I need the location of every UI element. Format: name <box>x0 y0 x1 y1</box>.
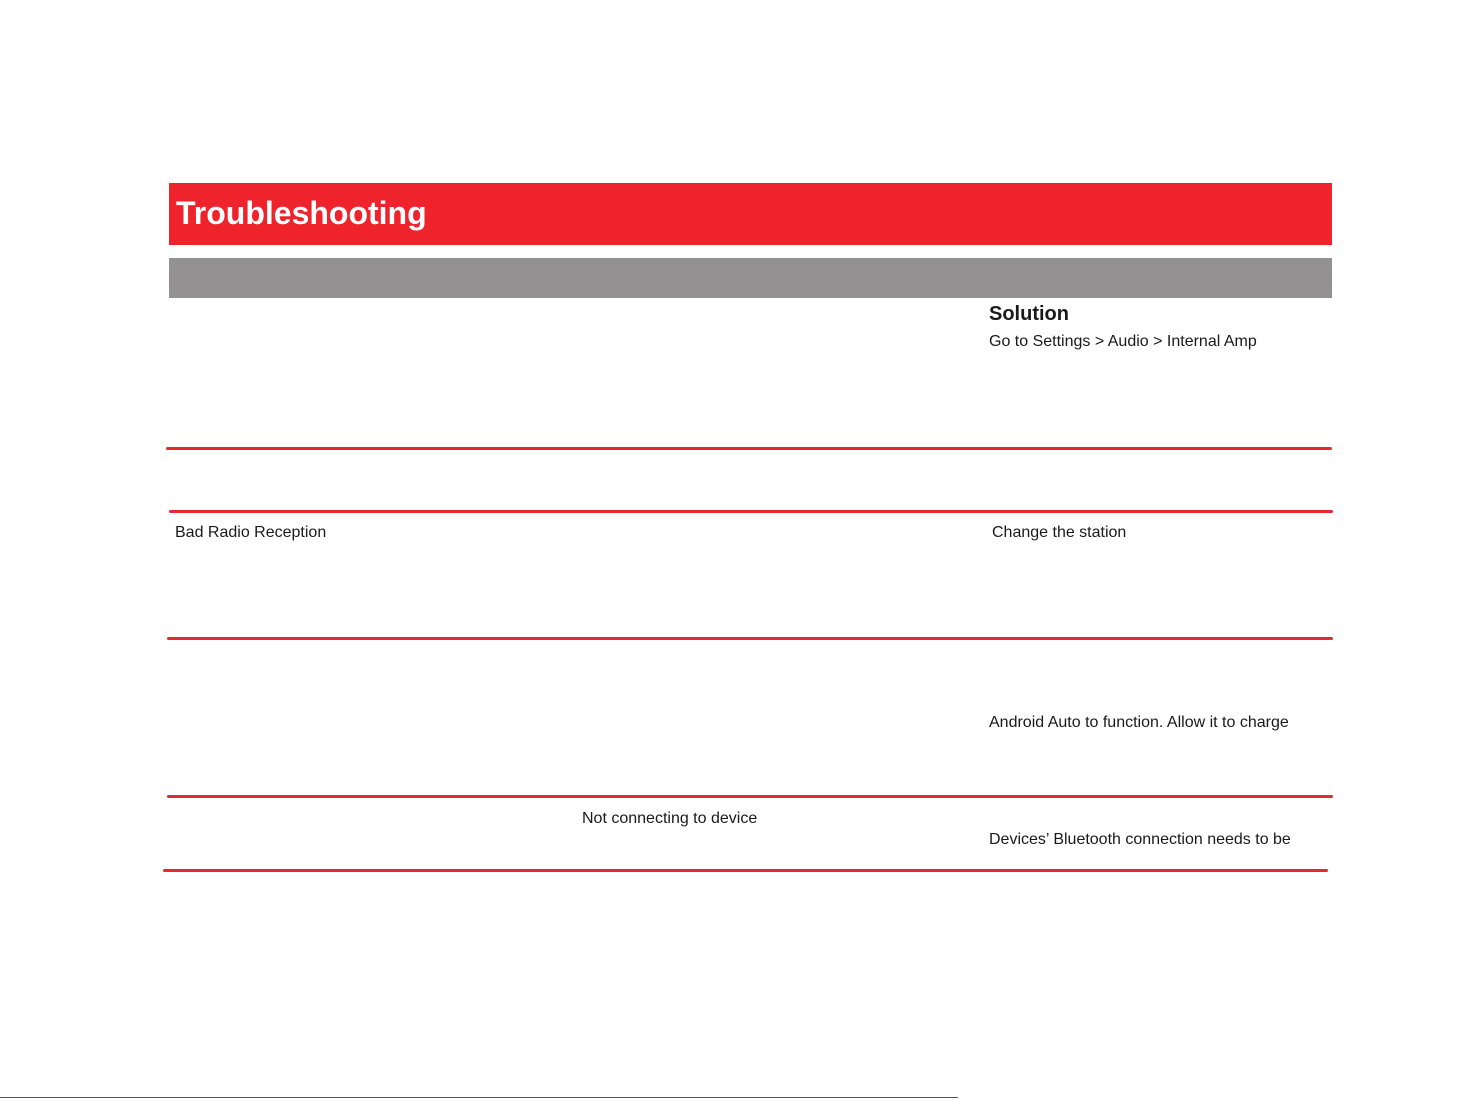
title-bar <box>169 183 1332 245</box>
solution-column-heading: Solution <box>989 303 1069 325</box>
page-title: Troubleshooting <box>176 195 427 231</box>
row-divider <box>163 869 1328 872</box>
column-header-band <box>169 258 1332 298</box>
row-3-solution: Change the station <box>992 524 1127 541</box>
row-1-solution: Go to Settings > Audio > Internal Amp <box>989 333 1257 350</box>
row-divider <box>169 510 1333 513</box>
row-divider <box>166 447 1332 450</box>
footer-line <box>0 1097 958 1098</box>
row-5-solution: Devices’ Bluetooth connection needs to be <box>989 831 1291 848</box>
row-4-solution: Android Auto to function. Allow it to charge <box>989 714 1289 731</box>
row-5-problem: Not connecting to device <box>582 810 758 827</box>
row-divider <box>167 637 1333 640</box>
row-divider <box>167 795 1333 798</box>
row-3-problem: Bad Radio Reception <box>175 524 327 541</box>
